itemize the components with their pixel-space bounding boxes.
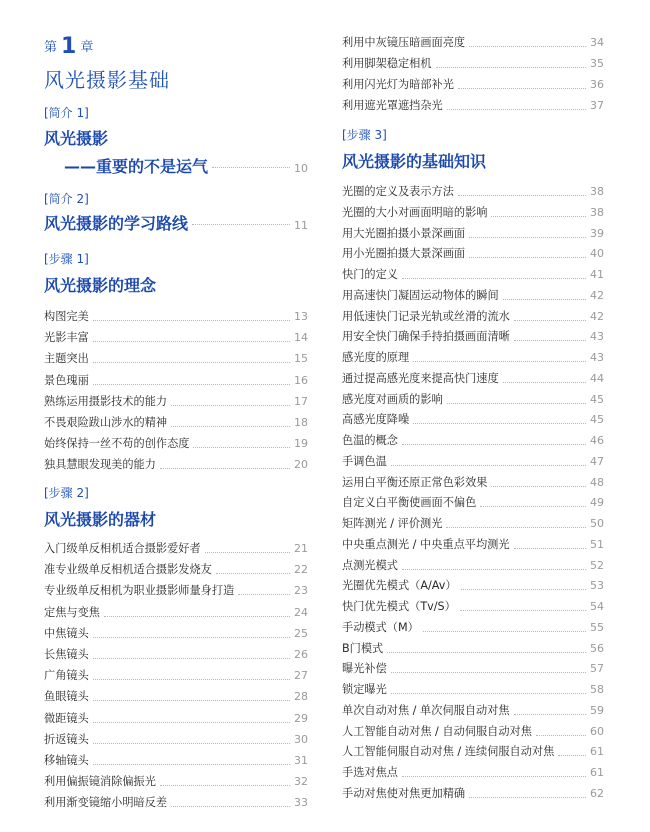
page-number: 45	[590, 392, 604, 406]
leader-dots	[514, 547, 586, 549]
intro2-label: [简介 2]	[44, 192, 89, 206]
page-number: 22	[294, 563, 308, 577]
leader-dots	[447, 108, 586, 110]
toc-entry-title: 利用闪光灯为暗部补光	[342, 78, 454, 91]
intro2-title-row[interactable]	[44, 211, 308, 234]
toc-entry[interactable]	[342, 33, 604, 53]
toc-entry-title: 中焦镜头	[44, 626, 89, 640]
leader-dots	[93, 763, 290, 765]
toc-entry[interactable]	[342, 244, 604, 264]
page-number: 35	[590, 57, 604, 70]
toc-entry-title: 手动对焦使对焦更加精确	[342, 786, 466, 800]
intro2-title: 风光摄影的学习路线	[44, 214, 189, 233]
page-number: 57	[590, 662, 604, 676]
toc-entry[interactable]	[342, 265, 604, 285]
page-number: 60	[590, 724, 604, 738]
leader-dots	[238, 593, 290, 595]
leader-dots	[93, 361, 290, 363]
page-number: 14	[294, 331, 308, 345]
toc-entry[interactable]	[342, 618, 604, 638]
toc-entry[interactable]	[342, 493, 604, 513]
toc-entry[interactable]	[342, 348, 604, 368]
toc-entry-title: 手调色温	[342, 454, 387, 468]
toc-entry-title: 入门级单反相机适合摄影爱好者	[44, 542, 201, 555]
page-number: 48	[590, 475, 604, 489]
leader-dots	[402, 277, 586, 279]
toc-entry[interactable]	[44, 581, 308, 601]
toc-entry-title: B门模式	[342, 641, 384, 655]
toc-entry-title: 熟练运用摄影技术的能力	[44, 394, 168, 408]
page-number: 16	[294, 373, 308, 387]
leader-dots	[491, 485, 586, 487]
toc-entry-title: 构图完美	[44, 310, 89, 323]
toc-entry[interactable]	[44, 666, 308, 686]
toc-entry[interactable]	[342, 431, 604, 451]
page-number: 43	[590, 351, 604, 364]
leader-dots	[469, 796, 586, 798]
page-number: 52	[590, 558, 604, 572]
page-number: 25	[294, 626, 308, 640]
toc-entry[interactable]	[342, 75, 604, 95]
toc-entry[interactable]	[342, 369, 604, 389]
leader-dots	[469, 236, 586, 238]
leader-dots	[93, 678, 290, 680]
toc-entry-title: 利用脚架稳定相机	[342, 57, 432, 70]
toc-entry[interactable]	[342, 473, 604, 493]
toc-entry[interactable]	[342, 742, 604, 762]
toc-entry[interactable]	[342, 680, 604, 700]
step1-title: 风光摄影的理念	[44, 276, 157, 295]
leader-dots	[391, 692, 586, 694]
page-number: 42	[590, 309, 604, 323]
leader-dots	[160, 467, 290, 469]
toc-entry-title: 鱼眼镜头	[44, 690, 89, 704]
toc-entry-title: 准专业级单反相机适合摄影发烧友	[44, 563, 212, 577]
page-number: 11	[294, 219, 308, 232]
toc-entry[interactable]	[342, 327, 604, 347]
toc-entry-title: 移轴镜头	[44, 754, 89, 767]
toc-entry-title: 用大光圈拍摄小景深画面	[342, 226, 466, 240]
toc-entry-title: 用小光圈拍摄大景深画面	[342, 247, 466, 261]
leader-dots	[93, 657, 290, 659]
toc-entry[interactable]	[44, 793, 308, 813]
leader-dots	[93, 383, 290, 385]
page-number: 29	[294, 711, 308, 725]
leader-dots	[447, 402, 586, 404]
toc-entry-title: 不畏艰险跋山涉水的精神	[44, 416, 168, 429]
toc-entry-title: 定焦与变焦	[44, 605, 100, 619]
leader-dots	[387, 651, 586, 653]
toc-entry-title: 光圈的定义及表示方法	[342, 185, 454, 198]
page-number: 39	[590, 226, 604, 240]
toc-entry[interactable]	[342, 410, 604, 430]
toc-entry-title: 用安全快门确保手持拍摄画面清晰	[342, 330, 510, 344]
toc-entry-title: 光影丰富	[44, 331, 89, 345]
toc-entry[interactable]	[44, 413, 308, 433]
page-number: 26	[294, 648, 308, 661]
leader-dots	[192, 223, 290, 225]
leader-dots	[458, 87, 586, 89]
leader-dots	[461, 588, 586, 590]
toc-entry-title: 利用偏振镜消除偏振光	[44, 775, 156, 789]
leader-dots	[93, 742, 290, 744]
toc-entry-title: 始终保持一丝不苟的创作态度	[44, 437, 190, 451]
toc-entry[interactable]	[44, 539, 308, 559]
page-number: 50	[590, 517, 604, 530]
page-number: 47	[590, 454, 604, 468]
page-number: 43	[590, 330, 604, 344]
toc-entry-title: 色温的概念	[342, 434, 398, 447]
leader-dots	[391, 464, 586, 466]
leader-dots	[423, 630, 586, 632]
intro1-subtitle: ——重要的不是运气	[64, 157, 209, 176]
toc-entry-title: 手动模式（M）	[342, 620, 419, 634]
leader-dots	[413, 422, 586, 424]
toc-entry-title: 微距镜头	[44, 711, 89, 725]
toc-entry[interactable]	[342, 659, 604, 679]
leader-dots	[171, 404, 290, 406]
leader-dots	[480, 505, 586, 507]
page-number: 56	[590, 641, 604, 655]
toc-entry-title: 独具慧眼发现美的能力	[44, 458, 156, 472]
page-number: 42	[590, 288, 604, 302]
toc-entry[interactable]	[44, 328, 308, 348]
intro1-subtitle-row[interactable]	[64, 154, 308, 177]
toc-entry[interactable]	[342, 639, 604, 659]
toc-entry[interactable]	[342, 182, 604, 202]
page-number: 20	[294, 458, 308, 472]
toc-entry[interactable]	[342, 203, 604, 223]
toc-entry[interactable]	[44, 687, 308, 707]
page-number: 17	[294, 394, 308, 408]
toc-entry[interactable]	[342, 597, 604, 617]
step2-label: [步骤 2]	[44, 486, 89, 500]
leader-dots	[514, 339, 586, 341]
leader-dots	[212, 166, 290, 168]
page-number: 41	[590, 268, 604, 281]
page-number: 53	[590, 579, 604, 593]
leader-dots	[514, 713, 586, 715]
toc-entry[interactable]	[44, 624, 308, 644]
toc-entry[interactable]	[44, 709, 308, 729]
page-number: 59	[590, 703, 604, 717]
toc-entry-title: 曝光补偿	[342, 662, 387, 676]
leader-dots	[93, 721, 290, 723]
leader-dots	[93, 340, 290, 342]
chapter-prefix: 第	[44, 40, 58, 55]
toc-entry-title: 广角镜头	[44, 669, 89, 683]
toc-entry[interactable]	[342, 54, 604, 74]
page-number: 28	[294, 690, 308, 704]
toc-entry-title: 人工智能伺服自动对焦 / 连续伺服自动对焦	[342, 745, 555, 759]
intro1-title: 风光摄影	[44, 129, 109, 148]
intro1-label: [简介 1]	[44, 106, 89, 120]
step3-title: 风光摄影的基础知识	[342, 152, 487, 171]
toc-entry-title: 利用渐变镜缩小明暗反差	[44, 796, 168, 810]
toc-entry[interactable]	[342, 556, 604, 576]
toc-entry-title: 中央重点测光 / 中央重点平均测光	[342, 537, 510, 551]
page-number: 19	[294, 437, 308, 451]
page-number: 18	[294, 416, 308, 429]
toc-entry[interactable]	[44, 307, 308, 327]
leader-dots	[193, 446, 290, 448]
page-number: 55	[590, 620, 604, 634]
toc-entry-title: 长焦镜头	[44, 648, 89, 661]
toc-entry-title: 快门优先模式（Tv/S）	[342, 600, 456, 613]
page-number: 61	[590, 766, 604, 779]
chapter-suffix: 章	[80, 40, 94, 55]
page-number: 58	[590, 683, 604, 696]
toc-entry-title: 光圈优先模式（A/Av）	[342, 579, 457, 593]
chapter-heading	[44, 32, 93, 57]
toc-entry[interactable]	[342, 722, 604, 742]
step2-title: 风光摄影的器材	[44, 510, 157, 529]
toc-entry-title: 矩阵测光 / 评价测光	[342, 517, 443, 530]
toc-entry-title: 通过提高感光度来提高快门速度	[342, 371, 499, 385]
page-number: 24	[294, 605, 308, 619]
page-number: 31	[294, 754, 308, 767]
toc-entry-title: 用高速快门凝固运动物体的瞬间	[342, 288, 499, 302]
page-number: 49	[590, 496, 604, 510]
leader-dots	[104, 615, 290, 617]
toc-entry-title: 用低速快门记录光轨或丝滑的流水	[342, 309, 510, 323]
page-number: 51	[590, 537, 604, 551]
page-number: 54	[590, 600, 604, 613]
chapter-number: 1	[61, 34, 77, 59]
toc-entry[interactable]	[342, 452, 604, 472]
toc-entry-title: 自定义白平衡使画面不偏色	[342, 496, 477, 510]
toc-entry-title: 利用中灰镜压暗画面亮度	[342, 36, 466, 49]
leader-dots	[460, 609, 586, 611]
toc-entry[interactable]	[44, 560, 308, 580]
toc-entry[interactable]	[44, 603, 308, 623]
leader-dots	[402, 568, 586, 570]
step1-label: [步骤 1]	[44, 252, 89, 266]
page-number: 13	[294, 310, 308, 323]
page-number: 37	[590, 99, 604, 112]
toc-entry[interactable]	[44, 645, 308, 665]
page-number: 40	[590, 247, 604, 261]
toc-entry-title: 快门的定义	[342, 268, 398, 281]
leader-dots	[205, 551, 290, 553]
leader-dots	[446, 526, 586, 528]
toc-entry-title: 高感光度降噪	[342, 413, 410, 427]
toc-entry[interactable]	[342, 576, 604, 596]
leader-dots	[436, 66, 586, 68]
toc-entry[interactable]	[44, 392, 308, 412]
page-number: 38	[590, 185, 604, 198]
toc-entry[interactable]	[44, 455, 308, 475]
leader-dots	[469, 45, 586, 47]
leader-dots	[216, 572, 290, 574]
toc-entry-title: 锁定曝光	[342, 683, 387, 696]
toc-entry-title: 光圈的大小对画面明暗的影响	[342, 205, 488, 219]
toc-entry-title: 人工智能自动对焦 / 自动伺服自动对焦	[342, 724, 532, 738]
toc-entry[interactable]	[44, 772, 308, 792]
toc-entry-title: 感光度的原理	[342, 351, 410, 364]
toc-entry[interactable]	[342, 286, 604, 306]
page-number: 44	[590, 371, 604, 385]
step3-label: [步骤 3]	[342, 128, 387, 142]
leader-dots	[503, 298, 586, 300]
toc-entry-title: 运用白平衡还原正常色彩效果	[342, 475, 488, 489]
page-number: 62	[590, 786, 604, 800]
toc-entry[interactable]	[342, 96, 604, 116]
toc-entry[interactable]	[342, 763, 604, 783]
toc-entry[interactable]	[342, 224, 604, 244]
leader-dots	[491, 215, 586, 217]
page-number: 23	[294, 584, 308, 598]
leader-dots	[413, 360, 586, 362]
leader-dots	[558, 754, 586, 756]
toc-entry-title: 利用遮光罩遮挡杂光	[342, 99, 443, 112]
toc-entry[interactable]	[342, 535, 604, 555]
leader-dots	[93, 636, 290, 638]
leader-dots	[160, 784, 290, 786]
chapter-title: 风光摄影基础	[44, 68, 170, 92]
leader-dots	[402, 775, 586, 777]
toc-entry-title: 点测光模式	[342, 558, 398, 572]
toc-entry-title: 感光度对画质的影响	[342, 392, 443, 406]
leader-dots	[171, 425, 290, 427]
toc-entry[interactable]	[44, 349, 308, 369]
page-number: 15	[294, 352, 308, 366]
leader-dots	[458, 194, 586, 196]
leader-dots	[391, 671, 586, 673]
leader-dots	[536, 734, 586, 736]
leader-dots	[93, 319, 290, 321]
page-number: 30	[294, 732, 308, 746]
toc-entry[interactable]	[342, 701, 604, 721]
leader-dots	[503, 381, 586, 383]
page-number: 33	[294, 796, 308, 810]
leader-dots	[514, 319, 586, 321]
toc-entry[interactable]	[342, 307, 604, 327]
toc-entry[interactable]	[342, 390, 604, 410]
page-number: 36	[590, 78, 604, 91]
leader-dots	[93, 699, 290, 701]
leader-dots	[402, 443, 586, 445]
leader-dots	[171, 805, 290, 807]
page-number: 38	[590, 205, 604, 219]
toc-entry[interactable]	[342, 514, 604, 534]
toc-entry-title: 景色瑰丽	[44, 373, 89, 387]
page-number: 27	[294, 669, 308, 683]
page-number: 61	[590, 745, 604, 759]
toc-entry[interactable]	[44, 730, 308, 750]
toc-entry[interactable]	[44, 371, 308, 391]
toc-entry-title: 手选对焦点	[342, 766, 398, 779]
page-number: 21	[294, 542, 308, 555]
toc-entry-title: 主题突出	[44, 352, 89, 366]
page-number: 46	[590, 434, 604, 447]
toc-entry-title: 单次自动对焦 / 单次伺服自动对焦	[342, 703, 510, 717]
leader-dots	[469, 256, 586, 258]
page-number: 32	[294, 775, 308, 789]
toc-entry-title: 折返镜头	[44, 732, 89, 746]
toc-entry-title: 专业级单反相机为职业摄影师量身打造	[44, 584, 235, 598]
page-number: 34	[590, 36, 604, 49]
page-number: 10	[294, 162, 308, 175]
toc-entry[interactable]	[44, 434, 308, 454]
toc-entry[interactable]	[44, 751, 308, 771]
page-number: 45	[590, 413, 604, 427]
toc-entry[interactable]	[342, 784, 604, 804]
